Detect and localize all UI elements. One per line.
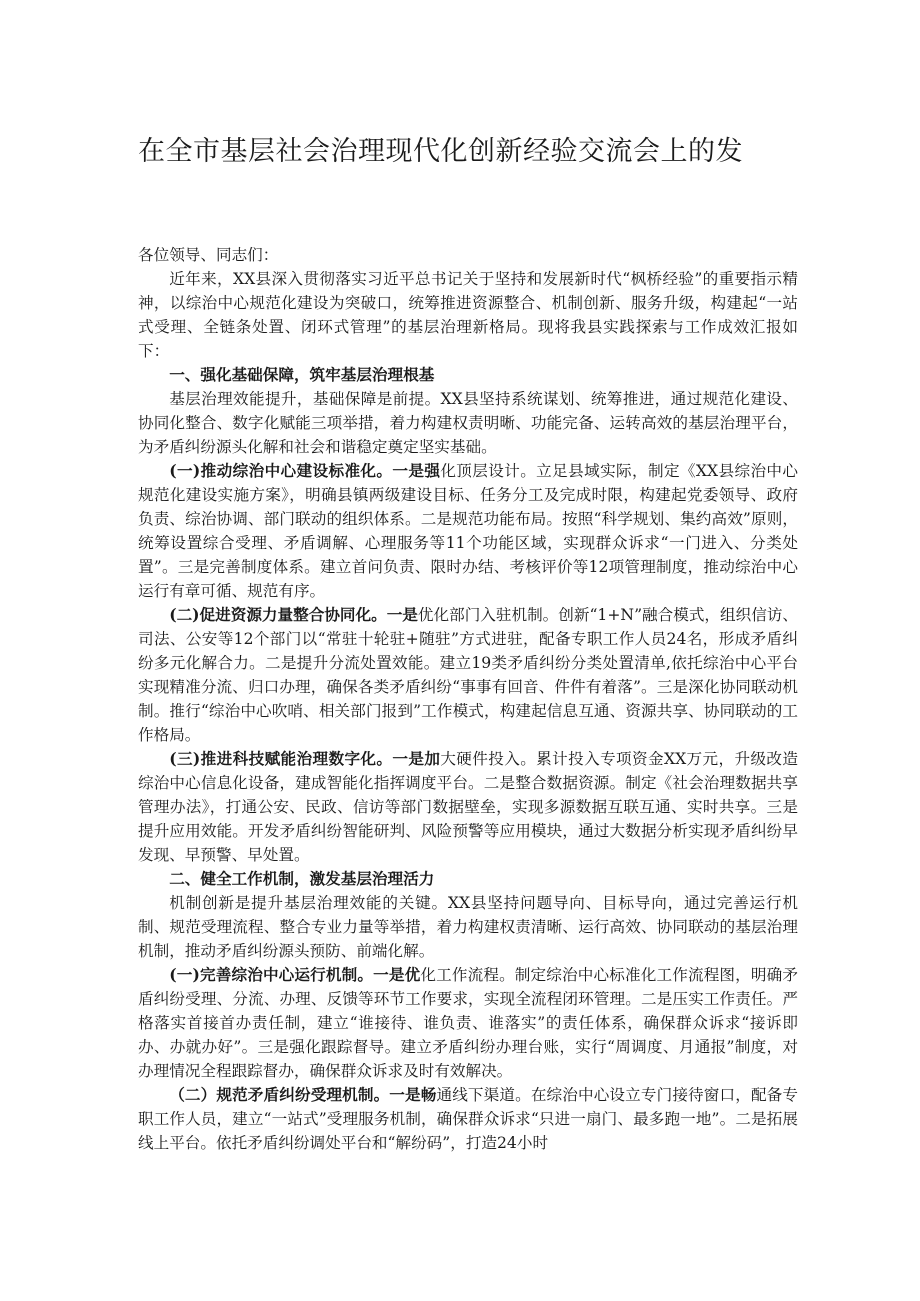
subsection-1-2-body: 优化部门入驻机制。创新“1+N”融合模式，组织信访、司法、公安等12个部门以“常驻十轮驻+随驻”方式进驻，配备专职工作人员24名，形成矛盾纠纷多元化解合力。二是提升分流处置效能。建立19类矛盾纠纷分类处置清单,依托综治中心平台实现精准分流、归口办理，确保各类矛盾纠纷“事事有回音、件件有着落”。三是深化协同联动机制。推行“综治中心吹哨、相关部门报到”工作模式，构建起信息互通、资源共享、协同联动的工作格局。 (138, 606, 799, 744)
section-heading-2: 二、健全工作机制，激发基层治理活力 (169, 869, 435, 888)
document-body (138, 243, 798, 1155)
subsection-2-1-body: 化工作流程。制定综治中心标准化工作流程图，明确矛盾纠纷受理、分流、办理、反馈等环节工作要求，实现全流程闭环管理。二是压实工作责任。严格落实首接首办责任制，建立“谁接待、谁负责、谁落实”的责任体系，确保群众诉求“接诉即办、办就办好”。三是强化跟踪督导。建立矛盾纠纷办理台账，实行“周调度、月通报”制度，对办理情况全程跟踪督办，确保群众诉求及时有效解决。 (138, 966, 798, 1080)
subsection-1-1-lead: (一)推动综治中心建设标准化。一是强 (169, 461, 441, 480)
subsection-2-1 (138, 963, 798, 1083)
intro-paragraph: 近年来，XX县深入贯彻落实习近平总书记关于坚持和发展新时代“枫桥经验”的重要指示精神，以综治中心规范化建设为突破口，统筹推进资源整合、机制创新、服务升级，构建起“一站式受理、全链条处置、闭环式管理”的基层治理新格局。现将我县实践探索与工作成效汇报如下： (138, 270, 798, 360)
section-1-paragraph: 基层治理效能提升，基础保障是前提。XX县坚持系统谋划、统筹推进，通过规范化建设、协同化整合、数字化赋能三项举措，着力构建权责明晰、功能完备、运转高效的基层治理平台，为矛盾纠纷源头化解和社会和谐稳定奠定坚实基础。 (138, 390, 798, 456)
salutation: 各位领导、同志们： (138, 246, 279, 264)
subsection-2-2-lead: （二）规范矛盾纠纷受理机制。一是畅 (169, 1085, 437, 1104)
subsection-2-2 (138, 1083, 798, 1155)
subsection-1-1-body: 化顶层设计。立足县域实际，制定《XX县综治中心规范化建设实施方案》，明确县镇两级建设目标、任务分工及完成时限，构建起党委领导、政府负责、综治协调、部门联动的组织体系。二是规范功能布局。按照“科学规划、集约高效”原则，统筹设置综合受理、矛盾调解、心理服务等11个功能区域，实现群众诉求“一门进入、分类处置”。三是完善制度体系。建立首问负责、限时办结、考核评价等12项管理制度，推动综治中心运行有章可循、规范有序。 (138, 462, 798, 600)
subsection-1-3-body: 大硬件投入。累计投入专项资金XX万元，升级改造综治中心信息化设备，建成智能化指挥调度平台。二是整合数据资源。制定《社会治理数据共享管理办法》，打通公安、民政、信访等部门数据壁垒，实现多源数据互联互通、实时共享。三是提升应用效能。开发矛盾纠纷智能研判、风险预警等应用模块，通过大数据分析实现矛盾纠纷早发现、早预警、早处置。 (138, 750, 798, 864)
subsection-1-3-lead: (三)推进科技赋能治理数字化。一是加 (169, 749, 441, 768)
section-2-paragraph: 机制创新是提升基层治理效能的关键。XX县坚持问题导向、目标导向，通过完善运行机制、规范受理流程、整合专业力量等举措，着力构建权责清晰、运行高效、协同联动的基层治理机制，推动矛盾纠纷源头预防、前端化解。 (138, 894, 798, 960)
subsection-2-1-lead: (一)完善综治中心运行机制。一是优 (169, 965, 421, 984)
subsection-1-3 (138, 747, 798, 867)
subsection-2-2-body: 通线下渠道。在综治中心设立专门接待窗口，配备专职工作人员，建立“一站式”受理服务机制，确保群众诉求“只进一扇门、最多跑一地”。二是拓展线上平台。依托矛盾纠纷调处平台和“解纷码”，打造24小时 (138, 1086, 798, 1152)
subsection-1-2 (138, 603, 798, 747)
subsection-1-2-lead: (二)促进资源力量整合协同化。一是 (169, 605, 418, 624)
document-title: 在全市基层社会治理现代化创新经验交流会上的发 (138, 136, 743, 167)
section-heading-1: 一、强化基础保障，筑牢基层治理根基 (169, 365, 435, 384)
subsection-1-1 (138, 459, 798, 603)
